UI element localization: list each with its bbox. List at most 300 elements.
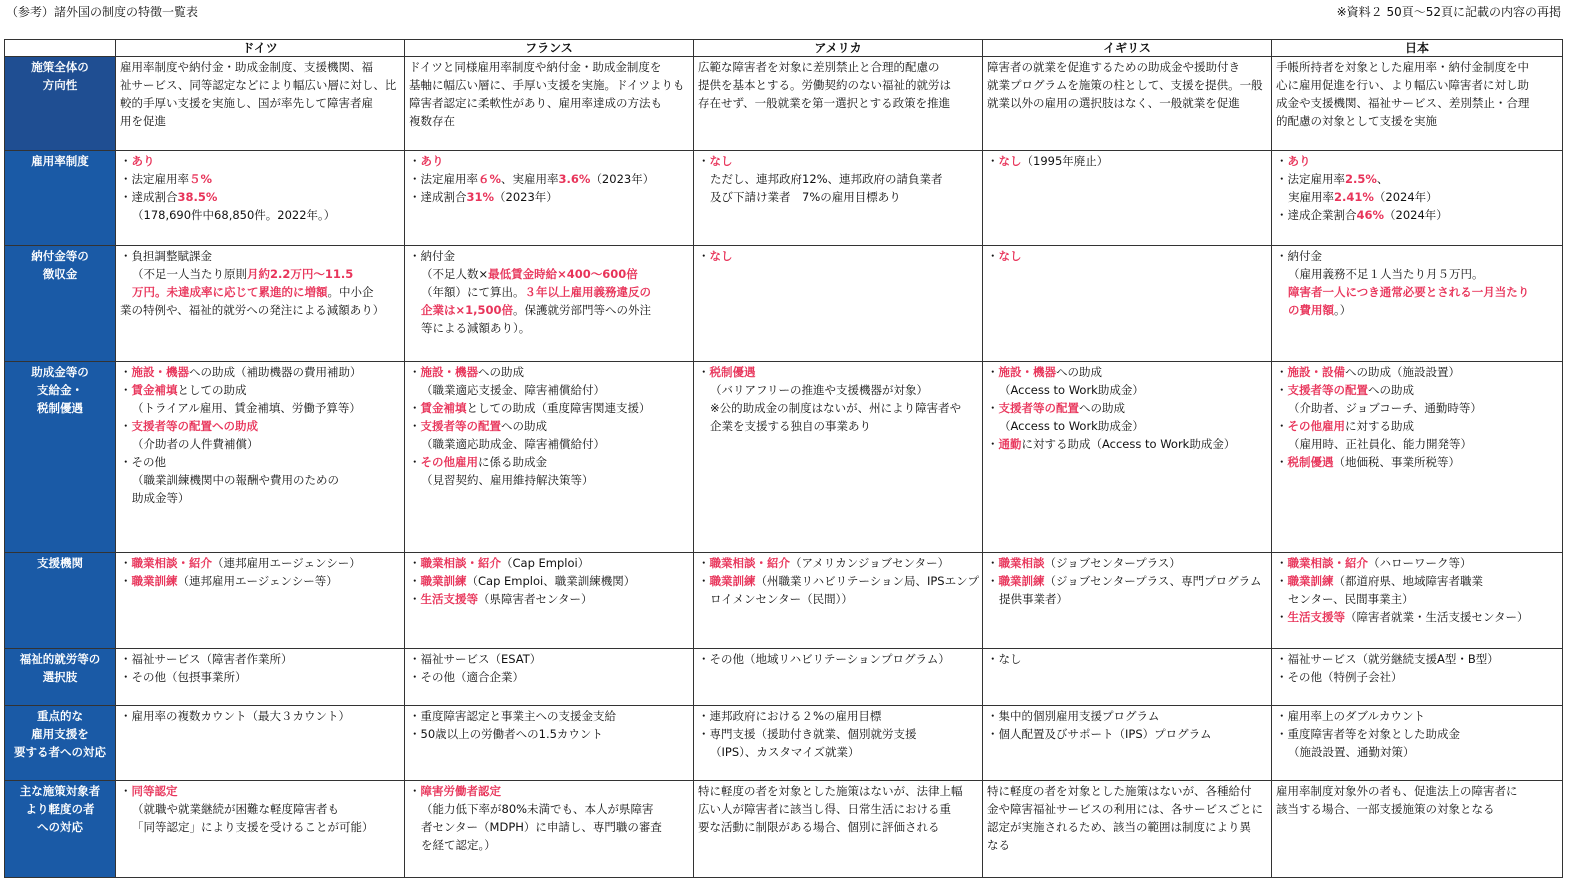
cell-text: （雇用時、正社員化、能力開発等） xyxy=(1288,437,1472,452)
cell-text: ・ xyxy=(987,365,999,380)
cell-text: （就職や就業継続が困難な軽度障害者も xyxy=(132,801,339,816)
cell-text: 心に雇用促進を行い、より幅広い障害者に対し助 xyxy=(1276,78,1529,92)
cell-line xyxy=(1276,800,1558,818)
cell-policy-direction-france xyxy=(405,57,694,151)
cell-text: 較的手厚い支援を実施し、国が率先して障害者雇 xyxy=(120,96,373,110)
cell-priority-support-usa xyxy=(694,705,983,780)
cell-priority-support-germany xyxy=(116,705,405,780)
cell-text: ・その他（地域リハビリテーションプログラム） xyxy=(698,651,950,666)
row-header-line: 納付金等の xyxy=(31,249,89,264)
cell-text: 。） xyxy=(1334,303,1352,318)
row-policy-direction xyxy=(5,57,1563,151)
cell-text: （不足人数× xyxy=(421,267,489,282)
cell-text: （Cap Emploi、職業訓練機関） xyxy=(466,573,636,588)
highlight-text: 職業訓練 xyxy=(709,573,756,588)
cell-text: ・ xyxy=(409,783,421,798)
cell-line xyxy=(1276,265,1558,283)
cell-text: ・ xyxy=(409,419,421,434)
cell-line xyxy=(1276,435,1558,453)
cell-line xyxy=(698,58,978,76)
highlight-text: 3.6% xyxy=(558,172,591,187)
row-welfare-options xyxy=(5,648,1563,705)
cell-line xyxy=(120,399,400,417)
cell-line xyxy=(409,301,689,319)
highlight-text: 支援者等の配置 xyxy=(1287,383,1368,398)
cell-text: ・ xyxy=(409,401,421,416)
cell-line xyxy=(120,554,400,572)
cell-line xyxy=(120,435,400,453)
highlight-text: 生活支援等 xyxy=(1287,609,1345,624)
highlight-text: その他雇用 xyxy=(420,455,478,470)
cell-line xyxy=(1276,152,1558,170)
cell-employment-quota-uk xyxy=(983,151,1272,246)
row-header-line: 方向性 xyxy=(42,78,78,92)
row-header-line: より軽度の者 xyxy=(25,801,95,816)
row-header-line: 支援機関 xyxy=(37,555,83,570)
cell-text: 認定が実施されるため、該当の範囲は制度により異 xyxy=(987,819,1252,834)
cell-text: （施設設置、通勤対策） xyxy=(1288,744,1415,759)
cell-line xyxy=(409,554,689,572)
cell-text: を経て認定。） xyxy=(421,837,496,852)
cell-subsidies-uk xyxy=(983,362,1272,552)
cell-line xyxy=(987,782,1267,800)
cell-text: 助成金等） xyxy=(132,491,190,506)
row-header-priority-support xyxy=(5,705,116,780)
highlight-text: 同等認定 xyxy=(131,783,178,798)
cell-line xyxy=(987,247,1267,265)
cell-mild-disability-germany xyxy=(116,780,405,877)
cell-text: ・ xyxy=(409,573,421,588)
cell-text: ・個人配置及びサポート（IPS）プログラム xyxy=(987,726,1212,741)
cell-levy-uk xyxy=(983,246,1272,362)
cell-line xyxy=(987,363,1267,381)
cell-employment-quota-usa xyxy=(694,151,983,246)
cell-line xyxy=(120,381,400,399)
cell-line xyxy=(987,707,1267,725)
cell-line xyxy=(409,112,689,130)
cell-line xyxy=(120,58,400,76)
cell-text: ・ xyxy=(698,154,710,169)
cell-line xyxy=(987,417,1267,435)
highlight-text: 施設・機器 xyxy=(420,365,478,380)
row-header-line: 雇用率制度 xyxy=(31,154,89,169)
highlight-text: あり xyxy=(420,154,444,169)
cell-mild-disability-usa xyxy=(694,780,983,877)
row-header-subsidies xyxy=(5,362,116,552)
cell-text: 広範な障害者を対象に差別禁止と合理的配慮の xyxy=(698,60,940,74)
cell-text: ・達成割合 xyxy=(120,190,178,205)
highlight-text: 支援者等の配置 xyxy=(420,419,501,434)
cell-line xyxy=(698,247,978,265)
cell-text: 手帳所持者を対象とした雇用率・納付金制度を中 xyxy=(1276,60,1529,74)
row-header-policy-direction xyxy=(5,57,116,151)
cell-line xyxy=(120,94,400,112)
row-mild-disability xyxy=(5,780,1563,877)
row-subsidies xyxy=(5,362,1563,552)
row-header-line: への対応 xyxy=(37,819,83,834)
cell-support-agencies-usa xyxy=(694,552,983,648)
cell-text: 実雇用率 xyxy=(1288,190,1334,205)
highlight-text: 2.41% xyxy=(1334,190,1374,205)
cell-line xyxy=(120,489,400,507)
cell-text: （2024年） xyxy=(1373,190,1438,205)
cell-line xyxy=(987,435,1267,453)
highlight-text: ５% xyxy=(189,172,213,187)
cell-line xyxy=(698,417,978,435)
cell-line xyxy=(409,319,689,337)
cell-line xyxy=(409,818,689,836)
highlight-text: 支援者等の配置への助成 xyxy=(131,419,258,434)
cell-line xyxy=(698,818,978,836)
page-title: （参考）諸外国の制度の特徴一覧表 xyxy=(6,5,199,19)
cell-text: （バリアフリーの推進や支援機器が対象） xyxy=(710,383,929,398)
cell-line xyxy=(120,283,400,301)
highlight-text: 職業相談・紹介 xyxy=(1287,555,1368,570)
cell-text: （職業適応助成金、障害補償給付） xyxy=(421,437,605,452)
cell-text: 祉サービス、同等認定などにより幅広い層に対し、比 xyxy=(120,78,397,92)
cell-text: センター、民間事業主） xyxy=(1288,591,1414,606)
cell-support-agencies-japan xyxy=(1272,552,1563,648)
cell-line xyxy=(409,76,689,94)
cell-text: ・福祉サービス（障害者作業所） xyxy=(120,651,293,666)
cell-text: 、 xyxy=(1376,172,1389,187)
cell-text: ・ xyxy=(120,573,132,588)
cell-line xyxy=(987,58,1267,76)
cell-line xyxy=(1276,112,1558,130)
highlight-text: の費用額 xyxy=(1288,303,1334,318)
cell-text: への助成（補助機器の費用補助） xyxy=(189,365,362,380)
cell-line xyxy=(1276,381,1558,399)
cell-text: ドイツと同様雇用率制度や納付金・助成金制度を xyxy=(409,60,662,74)
cell-mild-disability-japan xyxy=(1272,780,1563,877)
cell-text: ・ xyxy=(1276,365,1288,380)
row-header-line: 助成金等の xyxy=(31,365,89,380)
cell-text: ・福祉サービス（ESAT） xyxy=(409,651,542,666)
cell-line xyxy=(698,399,978,417)
cell-text: ・ xyxy=(698,365,710,380)
cell-text: 存在せず、一般就業を第一選択とする政策を推進 xyxy=(698,96,951,110)
highlight-text: 障害労働者認定 xyxy=(420,783,501,798)
cell-line xyxy=(120,800,400,818)
cell-text: 提供事業者） xyxy=(999,591,1068,606)
row-header-line: 重点的な xyxy=(37,708,83,723)
cell-line xyxy=(409,170,689,188)
cell-line xyxy=(1276,76,1558,94)
cell-line xyxy=(698,554,978,572)
cell-text: ただし、連邦政府12%、連邦政府の請負業者 xyxy=(710,172,943,187)
cell-text: ・ xyxy=(120,383,132,398)
cell-text: ・法定雇用率 xyxy=(409,172,478,187)
cell-line xyxy=(1276,782,1558,800)
cell-policy-direction-japan xyxy=(1272,57,1563,151)
cell-subsidies-france xyxy=(405,362,694,552)
cell-text: ・ xyxy=(987,437,999,452)
highlight-text: 職業相談・紹介 xyxy=(131,555,212,570)
cell-line xyxy=(120,301,400,319)
row-header-mild-disability xyxy=(5,780,116,877)
cell-line xyxy=(698,725,978,743)
cell-text: ・ xyxy=(987,555,999,570)
cell-line xyxy=(409,188,689,206)
cell-text: 就業プログラムを施策の柱として、支援を提供。一般 xyxy=(987,78,1263,92)
row-support-agencies xyxy=(5,552,1563,648)
cell-text: ・ xyxy=(409,555,421,570)
cell-text: 等による減額あり）。 xyxy=(421,321,531,336)
cell-text: への助成 xyxy=(1079,401,1125,416)
cell-text: ・ xyxy=(1276,573,1288,588)
cell-text: 成金や支援機関、福祉サービス、差別禁止・合理 xyxy=(1276,96,1530,110)
cell-text: ・達成割合 xyxy=(409,190,467,205)
cell-line xyxy=(1276,707,1558,725)
highlight-text: 職業相談・紹介 xyxy=(420,555,501,570)
row-header-line: 税制優遇 xyxy=(37,401,83,416)
cell-line xyxy=(120,471,400,489)
cell-text: ・ xyxy=(120,154,132,169)
cell-text: ・納付金 xyxy=(1276,249,1322,264)
cell-levy-france xyxy=(405,246,694,362)
cell-line xyxy=(120,650,400,668)
cell-line xyxy=(1276,170,1558,188)
cell-line xyxy=(698,707,978,725)
row-header-line: 選択肢 xyxy=(42,669,78,684)
cell-text: 者センター（MDPH）に申請し、専門職の審査 xyxy=(421,819,662,834)
cell-line xyxy=(120,152,400,170)
cell-line xyxy=(1276,590,1558,608)
highlight-text: 46% xyxy=(1356,208,1385,223)
cell-line xyxy=(1276,668,1558,686)
cell-policy-direction-uk xyxy=(983,57,1272,151)
cell-text: （Access to Work助成金） xyxy=(999,419,1144,434)
cell-line xyxy=(409,725,689,743)
cell-mild-disability-uk xyxy=(983,780,1272,877)
cell-line xyxy=(698,152,978,170)
highlight-text: なし xyxy=(709,249,733,264)
highlight-text: 万円。未達成率に応じて累進的に増額 xyxy=(132,285,328,300)
cell-text: ・ xyxy=(1276,609,1288,624)
cell-line xyxy=(409,800,689,818)
highlight-text: 31% xyxy=(466,190,495,205)
cell-text: ・集中的個別雇用支援プログラム xyxy=(987,708,1160,723)
cell-line xyxy=(1276,608,1558,626)
cell-line xyxy=(1276,399,1558,417)
cell-text: ・負担調整賦課金 xyxy=(120,249,212,264)
cell-line xyxy=(409,363,689,381)
cell-text: （連邦雇用エージェンシー等） xyxy=(177,573,338,588)
cell-line xyxy=(120,112,400,130)
cell-line xyxy=(120,782,400,800)
cell-line xyxy=(120,247,400,265)
cell-line xyxy=(987,572,1267,590)
highlight-text: 支援者等の配置 xyxy=(998,401,1079,416)
cell-text: （地価税、事業所税等） xyxy=(1333,455,1460,470)
highlight-text: 賃金補填 xyxy=(131,383,178,398)
col-header-germany: ドイツ xyxy=(116,40,405,57)
cell-line xyxy=(1276,572,1558,590)
cell-line xyxy=(1276,283,1558,301)
cell-text: ・雇用率上のダブルカウント xyxy=(1276,708,1426,723)
cell-subsidies-usa xyxy=(694,362,983,552)
cell-line xyxy=(698,188,978,206)
cell-text: 用を促進 xyxy=(120,114,166,128)
cell-text: ・ xyxy=(698,555,710,570)
cell-line xyxy=(120,453,400,471)
cell-text: 的配慮の対象として支援を実施 xyxy=(1276,114,1437,128)
cell-line xyxy=(409,417,689,435)
cell-line xyxy=(698,743,978,761)
highlight-text: なし xyxy=(998,249,1022,264)
cell-line xyxy=(409,707,689,725)
cell-line xyxy=(1276,417,1558,435)
cell-text: ・50歳以上の労働者への1.5カウント xyxy=(409,726,603,741)
cell-text: ・法定雇用率 xyxy=(120,172,189,187)
cell-text: ・ xyxy=(698,573,710,588)
cell-support-agencies-germany xyxy=(116,552,405,648)
cell-text: ・ xyxy=(409,455,421,470)
cell-text: ・重度障害者等を対象とした助成金 xyxy=(1276,726,1460,741)
highlight-text: なし xyxy=(709,154,733,169)
cell-priority-support-france xyxy=(405,705,694,780)
row-header-line: 徴収金 xyxy=(42,267,78,282)
cell-text: 業の特例や、福祉的就労への発注による減額あり） xyxy=(120,303,385,318)
cell-line xyxy=(698,94,978,112)
row-header-line: 福祉的就労等の xyxy=(19,651,101,666)
cell-text: に対する助成（Access to Work助成金） xyxy=(1021,437,1236,452)
cell-text: ・ xyxy=(698,249,710,264)
cell-text: 金や障害福祉サービスの利用には、各サービスごとに xyxy=(987,801,1263,816)
highlight-text: 最低賃金時給×400～600倍 xyxy=(488,267,638,282)
cell-text: 広い人が障害者に該当し得、日常生活における重 xyxy=(698,801,951,816)
cell-text: （不足一人当たり原則 xyxy=(132,267,247,282)
cell-text: ・その他（包摂事業所） xyxy=(120,669,247,684)
cell-text: としての助成（重度障害関連支援） xyxy=(466,401,651,416)
cell-line xyxy=(409,247,689,265)
cell-text: ・納付金 xyxy=(409,249,455,264)
cell-text: 雇用率制度対象外の者も、促進法上の障害者に xyxy=(1276,783,1518,798)
cell-text: への助成 xyxy=(478,365,524,380)
cell-line xyxy=(409,435,689,453)
highlight-text: 職業訓練 xyxy=(131,573,178,588)
cell-line xyxy=(409,283,689,301)
cell-text: ・ xyxy=(120,783,132,798)
cell-text: ・法定雇用率 xyxy=(1276,172,1345,187)
highlight-text: 税制優遇 xyxy=(709,365,756,380)
cell-text: への助成（施設設置） xyxy=(1345,365,1460,380)
cell-text: 、実雇用率 xyxy=(501,172,559,187)
cell-subsidies-germany xyxy=(116,362,405,552)
cell-line xyxy=(1276,188,1558,206)
cell-text: 雇用率制度や納付金・助成金制度、支援機関、福 xyxy=(120,60,373,74)
cell-welfare-options-uk xyxy=(983,648,1272,705)
cell-line xyxy=(698,381,978,399)
cell-line xyxy=(698,650,978,668)
row-header-levy xyxy=(5,246,116,362)
cell-text: ・重度障害認定と事業主への支援金支給 xyxy=(409,708,616,723)
cell-text: ・ xyxy=(987,154,999,169)
cell-text: ・ xyxy=(1276,555,1288,570)
cell-employment-quota-japan xyxy=(1272,151,1563,246)
cell-line xyxy=(1276,650,1558,668)
cell-line xyxy=(1276,301,1558,319)
cell-text: （年額）にて算出。 xyxy=(421,285,525,300)
cell-text: 提供を基本とする。労働契約のない福祉的就労は xyxy=(698,78,951,92)
cell-text: に対する助成 xyxy=(1345,419,1414,434)
cell-text: ・その他（特例子会社） xyxy=(1276,669,1403,684)
row-priority-support xyxy=(5,705,1563,780)
highlight-text: 職業訓練 xyxy=(1287,573,1334,588)
header-row xyxy=(5,40,1563,57)
highlight-text: 月約2.2万円～11.5 xyxy=(247,267,354,282)
cell-line xyxy=(409,668,689,686)
cell-employment-quota-france xyxy=(405,151,694,246)
cell-line xyxy=(698,170,978,188)
cell-text: （2024年） xyxy=(1384,208,1448,223)
cell-text: への助成 xyxy=(501,419,547,434)
cell-welfare-options-germany xyxy=(116,648,405,705)
highlight-text: 企業は×1,500倍 xyxy=(421,303,514,318)
row-header-welfare-options xyxy=(5,648,116,705)
cell-line xyxy=(698,76,978,94)
cell-text: （能力低下率が80%未満でも、本人が県障害 xyxy=(421,801,654,816)
cell-text: なる xyxy=(987,837,1010,852)
cell-text: ロイメンセンター（民間）） xyxy=(710,591,853,606)
cell-text: 特に軽度の者を対象とした施策はないが、法律上幅 xyxy=(698,783,963,798)
cell-line xyxy=(698,363,978,381)
cell-line xyxy=(409,152,689,170)
cell-text: （トライアル雇用、賃金補填、労働予算等） xyxy=(132,401,361,416)
col-header-france: フランス xyxy=(405,40,694,57)
highlight-text: あり xyxy=(131,154,155,169)
cell-levy-usa xyxy=(694,246,983,362)
cell-text: ・ xyxy=(987,249,999,264)
row-header-line: 施策全体の xyxy=(31,60,89,74)
cell-line xyxy=(698,782,978,800)
highlight-text: 職業訓練 xyxy=(420,573,467,588)
cell-text: ・ xyxy=(1276,455,1288,470)
cell-text: ・専門支援（援助付き就業、個別就労支援 xyxy=(698,726,917,741)
highlight-text: 職業相談 xyxy=(998,555,1045,570)
cell-text: ・連邦政府における２%の雇用目標 xyxy=(698,708,882,723)
highlight-text: 通勤 xyxy=(998,437,1022,452)
cell-text: 複数存在 xyxy=(409,114,455,128)
row-levy xyxy=(5,246,1563,362)
cell-text: 企業を支援する独自の事業あり xyxy=(710,419,871,434)
cell-text: 。中小企 xyxy=(327,285,374,300)
cell-welfare-options-usa xyxy=(694,648,983,705)
highlight-text: 職業訓練 xyxy=(998,573,1045,588)
cell-text: ・ xyxy=(1276,383,1288,398)
cell-line xyxy=(409,94,689,112)
cell-line xyxy=(698,800,978,818)
cell-text: ・雇用率の複数カウント（最大３カウント） xyxy=(120,708,350,723)
cell-text: としての助成 xyxy=(177,383,247,398)
cell-text: ・達成企業割合 xyxy=(1276,208,1357,223)
highlight-text: 税制優遇 xyxy=(1287,455,1334,470)
cell-text: （2023年） xyxy=(590,172,655,187)
highlight-text: 生活支援等 xyxy=(420,591,478,606)
highlight-text: 障害者一人につき通常必要とされる一月当たり xyxy=(1288,285,1530,300)
cell-text: （ジョブセンタープラス、専門プログラム xyxy=(1044,573,1262,588)
cell-line xyxy=(120,818,400,836)
cell-line xyxy=(409,572,689,590)
cell-text: （職業適応支援金、障害補償給付） xyxy=(421,383,605,398)
cell-line xyxy=(120,188,400,206)
cell-text: ・ xyxy=(120,365,132,380)
cell-support-agencies-uk xyxy=(983,552,1272,648)
cell-line xyxy=(1276,554,1558,572)
cell-text: （連邦雇用エージェンシー） xyxy=(212,555,361,570)
cell-line xyxy=(120,76,400,94)
cell-text: ※公的助成金の制度はないが、州により障害者や xyxy=(710,401,962,416)
